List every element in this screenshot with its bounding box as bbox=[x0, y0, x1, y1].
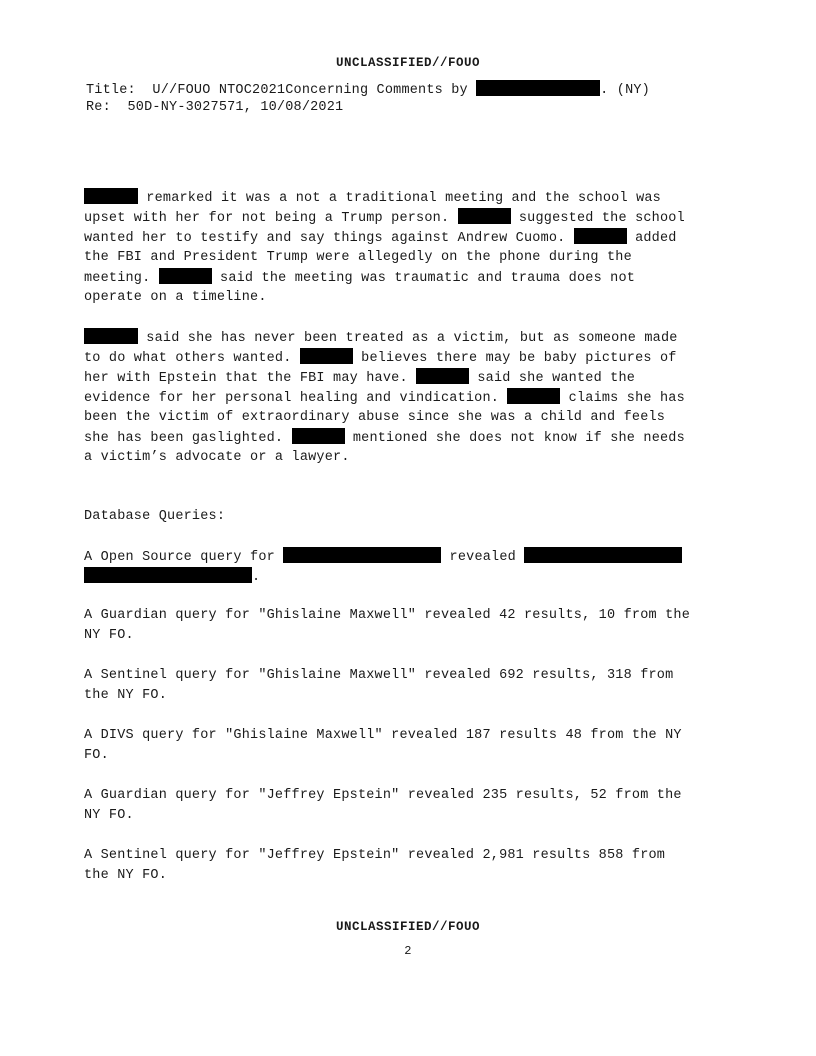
text-span: . bbox=[252, 570, 261, 585]
text-span: evidence for her personal healing and vindication. bbox=[84, 391, 508, 406]
text-line: A Guardian query for "Jeffrey Epstein" revealed 235 results, 52 from the bbox=[84, 788, 682, 803]
redaction-block bbox=[476, 80, 600, 96]
redaction-block bbox=[458, 208, 511, 224]
text-line bbox=[84, 228, 734, 248]
text-span: her with Epstein that the FBI may have. bbox=[84, 371, 417, 386]
query-item bbox=[84, 666, 734, 706]
text-line bbox=[84, 547, 734, 567]
text-span: added bbox=[626, 231, 677, 246]
text-span: said she has never been treated as a victim, but as someone made bbox=[138, 331, 678, 346]
text-line: NY FO. bbox=[84, 628, 134, 643]
redaction-block bbox=[507, 388, 560, 404]
text-line bbox=[84, 328, 734, 348]
text-line bbox=[84, 348, 734, 368]
redaction-block bbox=[84, 188, 138, 204]
redaction-block bbox=[574, 228, 627, 244]
redaction-block bbox=[283, 547, 441, 563]
text-line: operate on a timeline. bbox=[84, 290, 267, 305]
title-text: Title: U//FOUO NTOC2021Concerning Comments by bbox=[86, 83, 477, 98]
redaction-block bbox=[159, 268, 212, 284]
query-item bbox=[84, 606, 734, 646]
redaction-block bbox=[84, 328, 138, 344]
text-span: revealed bbox=[441, 550, 525, 565]
redaction-block bbox=[524, 547, 682, 563]
text-span: said the meeting was traumatic and trauma does not bbox=[211, 271, 636, 286]
paragraph-2 bbox=[84, 328, 734, 468]
text-span: to do what others wanted. bbox=[84, 351, 300, 366]
text-line: A Sentinel query for "Ghislaine Maxwell" revealed 692 results, 318 from bbox=[84, 668, 674, 683]
database-queries-heading bbox=[84, 507, 734, 527]
redaction-block bbox=[416, 368, 469, 384]
text-line: a victim’s advocate or a lawyer. bbox=[84, 450, 350, 465]
text-line bbox=[84, 388, 734, 408]
text-span: mentioned she does not know if she needs bbox=[344, 431, 685, 446]
text-span: meeting. bbox=[84, 271, 159, 286]
text-line: A Guardian query for "Ghislaine Maxwell" revealed 42 results, 10 from the bbox=[84, 608, 690, 623]
page-number: 2 bbox=[404, 944, 412, 958]
text-span: A Open Source query for bbox=[84, 550, 284, 565]
title-suffix: . (NY) bbox=[600, 83, 650, 98]
text-line: FO. bbox=[84, 748, 109, 763]
classification-banner-top: UNCLASSIFIED//FOUO bbox=[335, 56, 481, 70]
text-line bbox=[84, 428, 734, 448]
title-line bbox=[86, 80, 650, 98]
text-span: she has been gaslighted. bbox=[84, 431, 292, 446]
classification-banner-bottom: UNCLASSIFIED//FOUO bbox=[335, 920, 481, 934]
text-line bbox=[84, 368, 734, 388]
text-line: A DIVS query for "Ghislaine Maxwell" revealed 187 results 48 from the NY bbox=[84, 728, 682, 743]
text-line bbox=[84, 188, 734, 208]
text-line: A Sentinel query for "Jeffrey Epstein" revealed 2,981 results 858 from bbox=[84, 848, 666, 863]
text-line: the FBI and President Trump were allegedly on the phone during the bbox=[84, 250, 632, 265]
text-line: NY FO. bbox=[84, 808, 134, 823]
text-line: been the victim of extraordinary abuse since she was a child and feels bbox=[84, 410, 666, 425]
query-item bbox=[84, 726, 734, 766]
redaction-block bbox=[300, 348, 353, 364]
paragraph-1 bbox=[84, 188, 734, 308]
text-span: wanted her to testify and say things against Andrew Cuomo. bbox=[84, 231, 574, 246]
redaction-block bbox=[292, 428, 345, 444]
query-item bbox=[84, 846, 734, 886]
query-item bbox=[84, 786, 734, 826]
text-span: believes there may be baby pictures of bbox=[352, 351, 677, 366]
text-line: the NY FO. bbox=[84, 868, 168, 883]
text-line bbox=[84, 567, 734, 587]
text-span: claims she has bbox=[560, 391, 685, 406]
text-span: said she wanted the bbox=[469, 371, 636, 386]
text-span: upset with her for not being a Trump person. bbox=[84, 211, 458, 226]
text-span: remarked it was a not a traditional meeting and the school was bbox=[138, 191, 661, 206]
text-line bbox=[84, 208, 734, 228]
re-line: Re: 50D-NY-3027571, 10/08/2021 bbox=[86, 100, 344, 115]
redaction-block bbox=[84, 567, 252, 583]
text-line: the NY FO. bbox=[84, 688, 168, 703]
text-span: suggested the school bbox=[510, 211, 685, 226]
heading-text: Database Queries: bbox=[84, 509, 226, 524]
text-line bbox=[84, 268, 734, 288]
open-source-query bbox=[84, 547, 734, 587]
